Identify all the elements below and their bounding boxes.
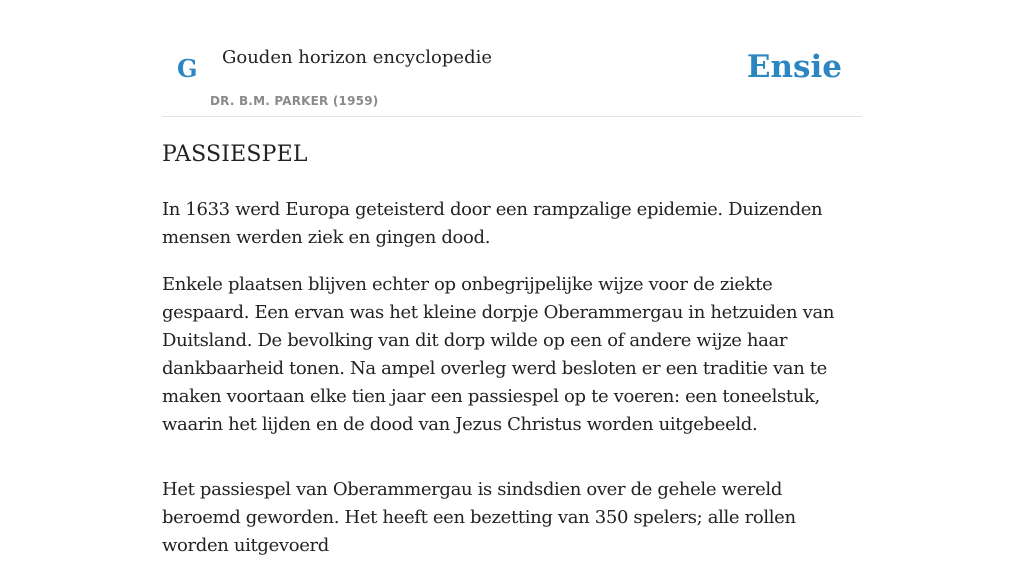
article bbox=[162, 138, 862, 579]
book-header bbox=[162, 30, 862, 117]
ensie-logo-link[interactable]: Ensie bbox=[746, 49, 842, 85]
book-author: DR. B.M. PARKER (1959) bbox=[210, 94, 379, 108]
article-paragraph: Het passiespel van Oberammergau is sindsdien over de gehele wereld beroemd geworden. Het heeft een bezetting van 350 spelers; alle rollen worden uitgevoerd bbox=[162, 479, 796, 556]
article-paragraph: In 1633 werd Europa geteisterd door een rampzalige epidemie. Duizenden mensen werden ziek en gingen dood. bbox=[162, 199, 823, 248]
article-paragraph: Enkele plaatsen blijven echter op onbegrijpelijke wijze voor de ziekte gespaard. Een ervan was het kleine dorpje Oberammergau in hetzuiden van Duitsland. De bevolking van dit dorp wilde op een of andere wijze haar dankbaarheid tonen. Na ampel overleg werd besloten er een traditie van te maken voortaan elke tien jaar een passiespel op te voeren: een toneelstuk, waarin het lijden en de dood van Jezus Christus worden uitgebeeld. bbox=[162, 274, 835, 435]
article-title: PASSIESPEL bbox=[162, 142, 308, 167]
book-title-link[interactable]: Gouden horizon encyclopedie bbox=[222, 47, 492, 68]
book-logo-icon[interactable]: G bbox=[177, 54, 198, 83]
